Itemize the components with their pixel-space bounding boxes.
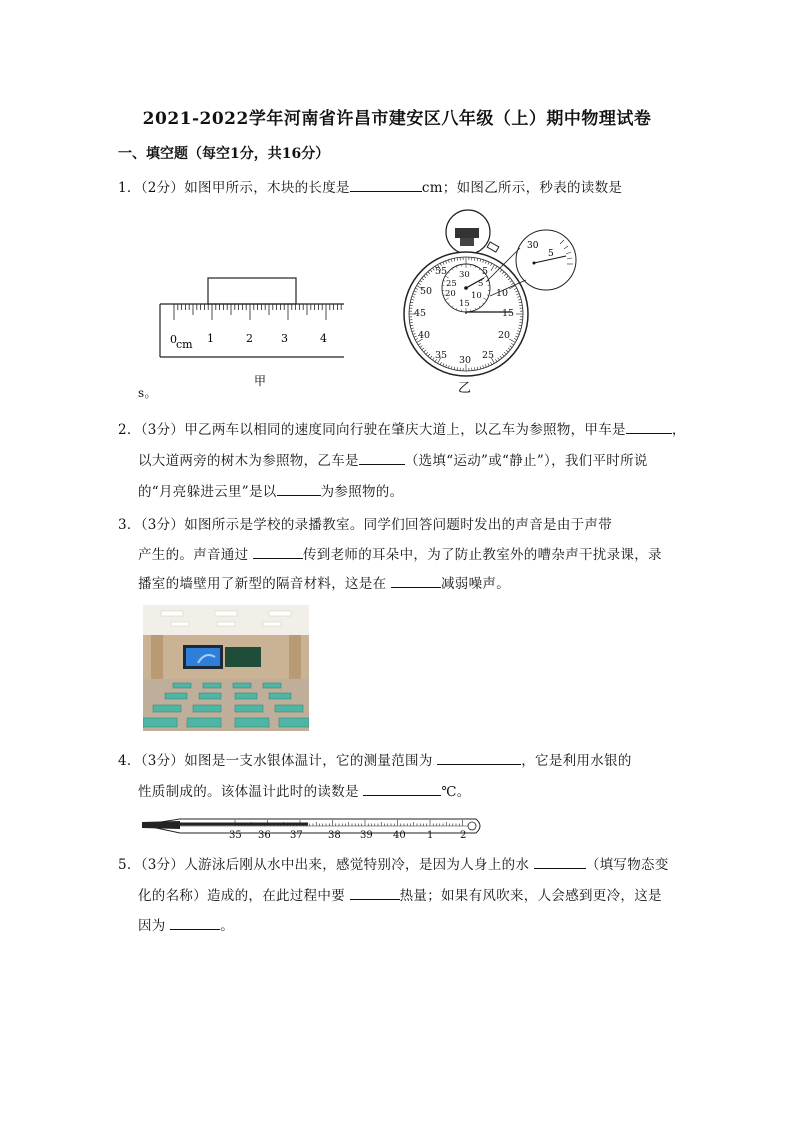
svg-text:30: 30	[527, 241, 539, 251]
svg-text:50: 50	[420, 286, 433, 297]
ruler-tick-label: 3	[281, 332, 288, 345]
question-1-tail: s。	[138, 386, 157, 400]
svg-text:36: 36	[258, 830, 271, 840]
question-3-line-2: 产生的。声音通过 传到老师的耳朵中，为了防止教室外的嘈杂声干扰录课，录	[138, 547, 662, 563]
answer-blank[interactable]	[253, 546, 303, 559]
section-heading: 一、填空题（每空1分，共16分）	[118, 146, 330, 162]
answer-blank[interactable]	[626, 421, 672, 434]
stopwatch-figure	[398, 208, 598, 396]
question-2-line-1: 2．（3分）甲乙两车以相同的速度同向行驶在肇庆大道上，以乙车为参照物，甲车是 ，	[118, 422, 686, 438]
question-5-line-3: 因为 。	[138, 918, 235, 934]
wood-block	[208, 278, 296, 304]
svg-text:20: 20	[498, 330, 511, 341]
svg-text:37: 37	[290, 830, 303, 840]
question-2-line-2: 以大道两旁的树木为参照物，乙车是 （选填“运动”或“静止”），我们平时所说	[138, 453, 648, 469]
page-title: 2021-2022学年河南省许昌市建安区八年级（上）期中物理试卷	[142, 109, 652, 129]
svg-text:40: 40	[418, 330, 431, 341]
svg-text:1: 1	[427, 830, 434, 840]
svg-text:30: 30	[459, 355, 472, 366]
answer-blank[interactable]	[534, 856, 586, 869]
question-5-line-2: 化的名称）造成的，在此过程中要 热量；如果有风吹来，人会感到更冷，这是	[138, 888, 662, 904]
question-1-line-1: 1．（2分）如图甲所示，木块的长度是 cm；如图乙所示，秒表的读数是	[118, 180, 623, 196]
svg-text:15: 15	[459, 299, 470, 309]
question-4-line-2: 性质制成的。该体温计此时的读数是 ℃。	[138, 784, 471, 800]
svg-text:15: 15	[502, 308, 515, 319]
question-4-line-1: 4．（3分）如图是一支水银体温计，它的测量范围为 ，它是利用水银的	[118, 753, 632, 769]
svg-text:35: 35	[229, 830, 242, 840]
answer-blank[interactable]	[363, 783, 441, 796]
svg-text:45: 45	[414, 308, 427, 319]
question-3-line-1: 3．（3分）如图所示是学校的录播教室。同学们回答问题时发出的声音是由于声带	[118, 517, 613, 533]
ruler-tick-label: 2	[246, 332, 253, 345]
svg-text:2: 2	[460, 830, 467, 840]
answer-blank[interactable]	[170, 917, 220, 930]
answer-blank[interactable]	[391, 575, 441, 588]
ruler-unit: cm	[176, 338, 193, 351]
svg-text:5: 5	[482, 266, 489, 277]
answer-blank[interactable]	[277, 483, 321, 496]
svg-text:25: 25	[482, 350, 495, 361]
thermometer-figure	[140, 812, 490, 840]
svg-text:40: 40	[393, 830, 406, 840]
question-5-line-1: 5．（3分）人游泳后刚从水中出来，感觉特别冷，是因为人身上的水 （填写物态变	[118, 857, 669, 873]
svg-text:35: 35	[435, 350, 448, 361]
svg-text:38: 38	[328, 830, 341, 840]
answer-blank[interactable]	[437, 752, 521, 765]
ruler-zero: 0	[170, 333, 177, 346]
figure-caption: 甲	[254, 374, 267, 388]
answer-blank[interactable]	[350, 179, 422, 192]
question-2-line-3: 的“月亮躲进云里”是以 为参照物的。	[138, 484, 404, 500]
stopwatch-crown-icon	[455, 228, 479, 238]
figure-caption: 乙	[458, 381, 472, 396]
answer-blank[interactable]	[350, 887, 400, 900]
svg-text:25: 25	[446, 279, 457, 289]
svg-text:20: 20	[445, 289, 456, 299]
ruler-figure	[150, 272, 350, 392]
svg-text:10: 10	[496, 288, 509, 299]
svg-text:10: 10	[471, 291, 482, 301]
ruler-tick-label: 1	[207, 332, 214, 345]
svg-text:5: 5	[478, 279, 484, 289]
svg-text:30: 30	[459, 270, 470, 280]
answer-blank[interactable]	[359, 452, 405, 465]
svg-text:55: 55	[435, 266, 448, 277]
classroom-photo	[143, 605, 309, 731]
ruler-tick-label: 4	[320, 332, 327, 345]
svg-text:39: 39	[360, 830, 373, 840]
question-3-line-3: 播室的墙壁用了新型的隔音材料，这是在 减弱噪声。	[138, 576, 510, 592]
svg-text:5: 5	[548, 249, 554, 259]
